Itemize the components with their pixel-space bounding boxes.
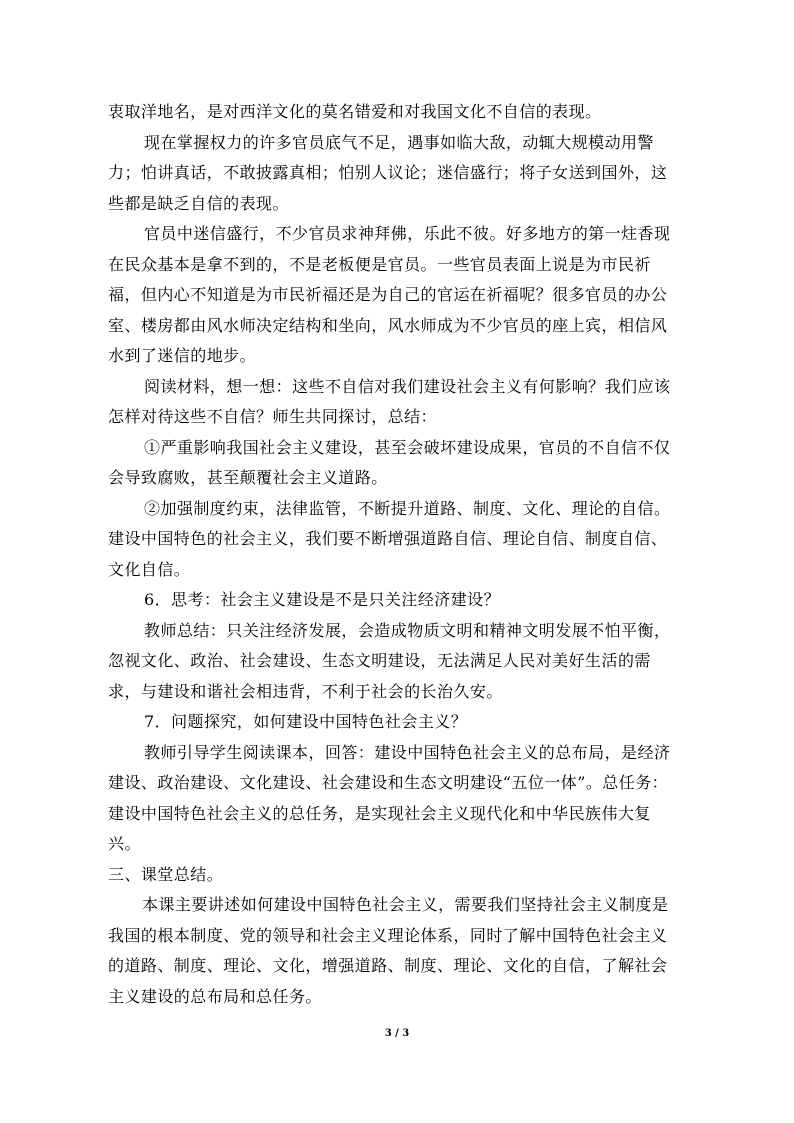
- text-line: 我国的根本制度、党的领导和社会主义理论体系，同时了解中国特色社会主义: [108, 925, 668, 945]
- text-line: 建设、政治建设、文化建设、社会建设和生态文明建设“五位一体”。总任务：: [108, 773, 669, 792]
- text-line: 官员中迷信盛行，不少官员求神拜佛，乐此不彼。好多地方的第一炷香现: [144, 224, 671, 243]
- page-number: 3 / 3: [384, 1028, 410, 1039]
- text-line: 会导致腐败，甚至颠覆社会主义道路。: [108, 468, 388, 487]
- text-line: 在民众基本是拿不到的，不是老板便是官员。一些官员表面上说是为市民祈: [108, 254, 651, 274]
- text-line: 忽视文化、政治、社会建设、生态文明建设，无法满足人民对美好生活的需: [108, 651, 651, 670]
- text-line: 室、楼房都由风水师决定结构和坐向，风水师成为不少官员的座上宾，相信风: [108, 315, 668, 335]
- text-line: 些都是缺乏自信的表现。: [108, 193, 289, 213]
- text-line: 教师总结：只关注经济发展，会造成物质文明和精神文明发展不怕平衡，: [144, 620, 671, 640]
- text-line: 水到了迷信的地步。: [108, 346, 257, 365]
- text-line: 文化自信。: [108, 559, 191, 579]
- text-line: 教师引导学生阅读课本，回答：建设中国特色社会主义的总布局，是经济: [144, 742, 671, 762]
- text-line: 求，与建设和谐社会相违背，不利于社会的长治久安。: [108, 681, 503, 701]
- text-line: 福，但内心不知道是为市民祈福还是为自己的官运在祈福呢？很多官员的办公: [108, 285, 668, 304]
- text-line: ①严重影响我国社会主义建设，甚至会破坏建设成果，官员的不自信不仅: [144, 437, 671, 457]
- text-line: 本课主要讲述如何建设中国特色社会主义，需要我们坚持社会主义制度是: [142, 895, 669, 914]
- text-line: 7．问题探究，如何建设中国特色社会主义？: [144, 712, 468, 731]
- document-body: [108, 97, 671, 1012]
- text-line: 建设中国特色的社会主义，我们要不断增强道路自信、理论自信、制度自信、: [108, 529, 668, 548]
- text-line: 的道路、制度、理论、文化，增强道路、制度、理论、文化的自信，了解社会: [108, 956, 668, 975]
- text-line: 力；怕讲真话，不敢披露真相；怕别人议论；迷信盛行；将子女送到国外，这: [108, 163, 668, 182]
- text-line: 衷取洋地名，是对西洋文化的莫名错爱和对我国文化不自信的表现。: [108, 102, 602, 121]
- text-line: 主义建设的总布局和总任务。: [108, 986, 322, 1006]
- text-line: 现在掌握权力的许多官员底气不足，遇事如临大敌，动辄大规模动用警: [144, 132, 654, 152]
- text-line: 建设中国特色社会主义的总任务，是实现社会主义现代化和中华民族伟大复: [108, 803, 651, 823]
- text-line: 兴。: [108, 834, 141, 853]
- text-line: ②加强制度约束，法律监管，不断提升道路、制度、文化、理论的自信。: [144, 498, 671, 518]
- text-line: 6．思考：社会主义建设是不是只关注经济建设？: [144, 590, 501, 609]
- text-line: 阅读材料，想一想：这些不自信对我们建设社会主义有何影响？我们应该: [144, 376, 671, 396]
- text-line: 怎样对待这些不自信？师生共同探讨，总结：: [108, 407, 438, 426]
- section-heading: 三、课堂总结。: [108, 864, 224, 884]
